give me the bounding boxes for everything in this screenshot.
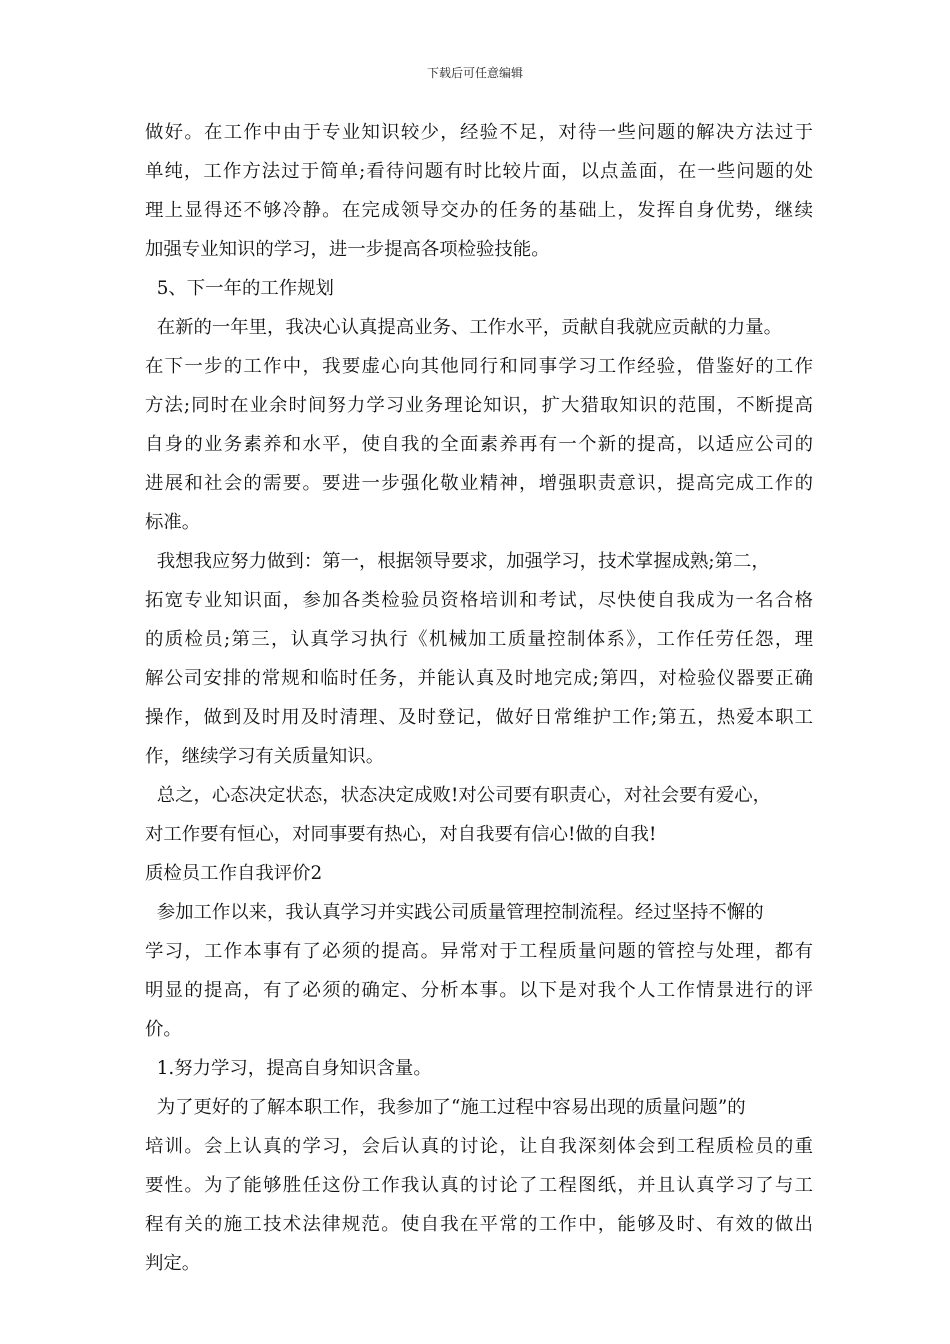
text-line: 操作，做到及时用及时清理、及时登记，做好日常维护工作;第五，热爱本职工 bbox=[145, 707, 813, 728]
text-line: 理上显得还不够冷静。在完成领导交办的任务的基础上，发挥自身优势，继续 bbox=[145, 200, 813, 221]
text-line: 学习，工作本事有了必须的提高。异常对于工程质量问题的管控与处理，都有 bbox=[145, 941, 813, 962]
text-line: 为了更好的了解本职工作，我参加了“施工过程中容易出现的质量问题”的 bbox=[145, 1097, 746, 1118]
text-line: 拓宽专业知识面，参加各类检验员资格培训和考试，尽快使自我成为一名合格 bbox=[145, 590, 813, 611]
text-line: 要性。为了能够胜任这份工作我认真的讨论了工程图纸，并且认真学习了与工 bbox=[145, 1175, 813, 1196]
text-line: 标准。 bbox=[145, 512, 201, 533]
text-line: 在下一步的工作中，我要虚心向其他同行和同事学习工作经验，借鉴好的工作 bbox=[145, 356, 813, 377]
text-line: 价。 bbox=[145, 1019, 182, 1040]
section-heading: 1.努力学习，提高自身知识含量。 bbox=[145, 1058, 432, 1079]
section-title: 质检员工作自我评价2 bbox=[145, 863, 323, 884]
document-body bbox=[145, 113, 813, 1283]
text-line: 自身的业务素养和水平，使自我的全面素养再有一个新的提高，以适应公司的 bbox=[145, 434, 813, 455]
text-line: 在新的一年里，我决心认真提高业务、工作水平，贡献自我就应贡献的力量。 bbox=[145, 317, 782, 338]
text-line: 加强专业知识的学习，进一步提高各项检验技能。 bbox=[145, 239, 550, 260]
text-line: 参加工作以来，我认真学习并实践公司质量管理控制流程。经过坚持不懈的 bbox=[145, 902, 764, 923]
text-line: 明显的提高，有了必须的确定、分析本事。以下是对我个人工作情景进行的评 bbox=[145, 980, 813, 1001]
text-line: 解公司安排的常规和临时任务，并能认真及时地完成;第四，对检验仪器要正确 bbox=[145, 668, 813, 689]
text-line: 作，继续学习有关质量知识。 bbox=[145, 746, 385, 767]
text-line: 做好。在工作中由于专业知识较少，经验不足，对待一些问题的解决方法过于 bbox=[145, 122, 813, 143]
text-line: 进展和社会的需要。要进一步强化敬业精神，增强职责意识，提高完成工作的 bbox=[145, 473, 813, 494]
text-line: 方法;同时在业余时间努力学习业务理论知识，扩大猎取知识的范围，不断提高 bbox=[145, 395, 813, 416]
text-line: 我想我应努力做到：第一，根据领导要求，加强学习，技术掌握成熟;第二， bbox=[145, 551, 770, 572]
text-line: 对工作要有恒心，对同事要有热心，对自我要有信心!做的自我! bbox=[145, 824, 657, 845]
text-line: 程有关的施工技术法律规范。使自我在平常的工作中，能够及时、有效的做出 bbox=[145, 1214, 813, 1235]
page-header: 下载后可任意编辑 bbox=[426, 66, 523, 80]
text-line: 的质检员;第三，认真学习执行《机械加工质量控制体系》，工作任劳任怨，理 bbox=[145, 629, 813, 650]
text-line: 单纯，工作方法过于简单;看待问题有时比较片面，以点盖面，在一些问题的处 bbox=[145, 161, 813, 182]
text-line: 培训。会上认真的学习，会后认真的讨论，让自我深刻体会到工程质检员的重 bbox=[145, 1136, 813, 1157]
text-line: 判定。 bbox=[145, 1253, 201, 1274]
section-heading: 5、下一年的工作规划 bbox=[145, 278, 334, 299]
text-line: 总之，心态决定状态，状态决定成败!对公司要有职责心，对社会要有爱心， bbox=[145, 785, 771, 806]
